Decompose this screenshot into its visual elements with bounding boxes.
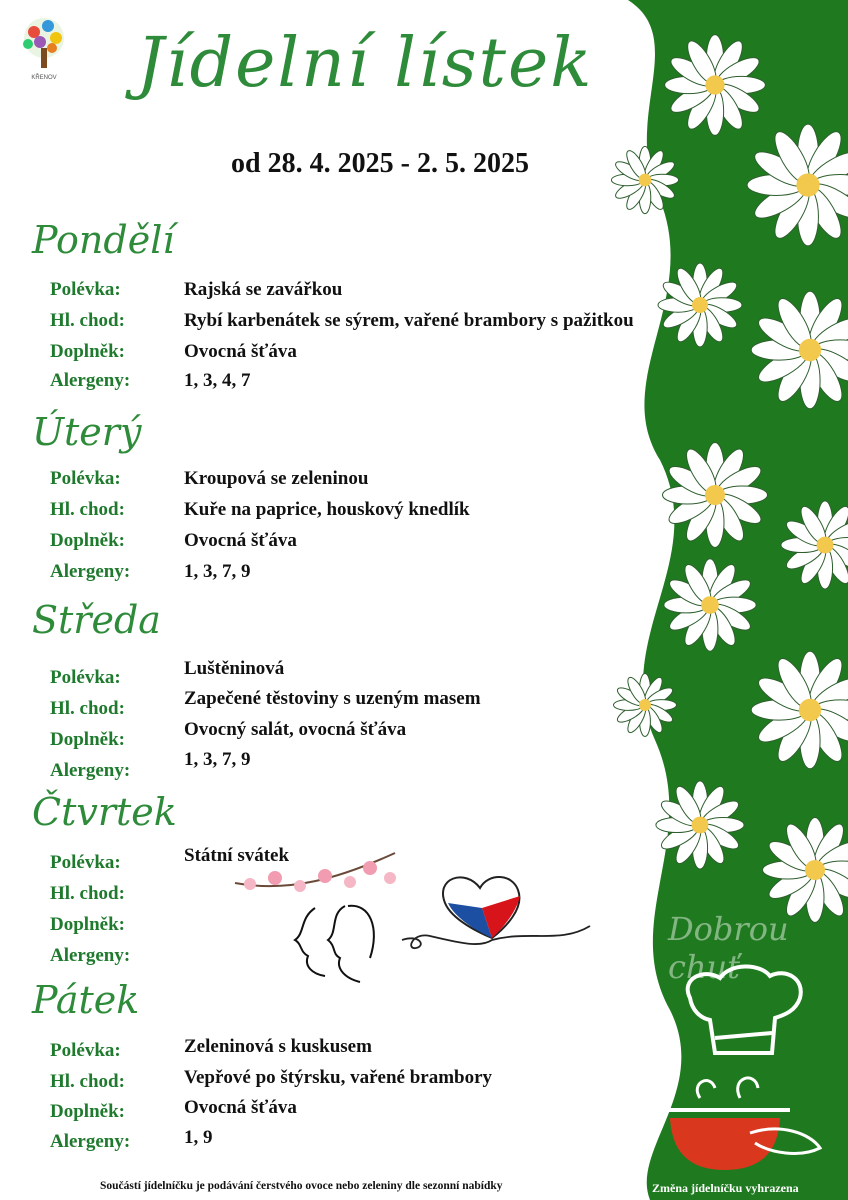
page-title: Jídelní lístek <box>136 24 594 103</box>
footer-disclaimer: Změna jídelníčku vyhrazena <box>652 1181 799 1195</box>
main-label: Hl. chod: <box>50 698 125 719</box>
allergens-label: Alergeny: <box>50 945 131 966</box>
extra-value: Ovocná šťáva <box>184 1097 297 1118</box>
allergens-label: Alergeny: <box>50 370 131 391</box>
day-heading: Úterý <box>32 410 142 454</box>
soup-label: Polévka: <box>50 852 121 873</box>
main-value: Zapečené těstoviny s uzeným masem <box>184 688 481 709</box>
soup-value: Rajská se zavářkou <box>184 279 343 300</box>
tree-logo-icon <box>14 14 74 74</box>
day-heading: Středa <box>32 598 161 642</box>
allergens-label: Alergeny: <box>50 1131 131 1152</box>
slogan: Dobrou chuť <box>668 910 789 986</box>
heart-flag-icon <box>402 877 590 948</box>
allergens-value: 1, 3, 7, 9 <box>184 749 251 770</box>
soup-label: Polévka: <box>50 468 121 489</box>
allergens-value: 1, 3, 7, 9 <box>184 561 251 582</box>
day-heading: Pátek <box>32 978 140 1022</box>
main-label: Hl. chod: <box>50 1071 125 1092</box>
main-label: Hl. chod: <box>50 310 125 331</box>
allergens-value: 1, 3, 4, 7 <box>184 370 251 391</box>
extra-label: Doplněk: <box>50 1101 125 1122</box>
allergens-value: 1, 9 <box>184 1127 213 1148</box>
footer-note: Součástí jídelníčku je podávání čerstvého ovoce nebo zeleniny dle sezonní nabídky <box>100 1180 503 1192</box>
holiday-illustration <box>230 848 610 988</box>
main-label: Hl. chod: <box>50 499 125 520</box>
soup-value: Zeleninová s kuskusem <box>184 1036 372 1057</box>
soup-label: Polévka: <box>50 1040 121 1061</box>
main-value: Vepřové po štýrsku, vařené brambory <box>184 1067 493 1088</box>
soup-value: Luštěninová <box>184 658 285 679</box>
allergens-label: Alergeny: <box>50 561 131 582</box>
faces-line-art-icon <box>295 906 374 982</box>
main-value: Rybí karbenátek se sýrem, vařené brambory s pažitkou <box>184 310 634 331</box>
date-range: od 28. 4. 2025 - 2. 5. 2025 <box>231 148 529 179</box>
extra-label: Doplněk: <box>50 914 125 935</box>
extra-value: Ovocný salát, ovocná šťáva <box>184 719 407 740</box>
extra-label: Doplněk: <box>50 729 125 750</box>
allergens-label: Alergeny: <box>50 760 131 781</box>
extra-value: Ovocná šťáva <box>184 530 297 551</box>
school-logo <box>14 14 74 92</box>
soup-label: Polévka: <box>50 279 121 300</box>
main-value: Kuře na paprice, houskový knedlík <box>184 499 470 520</box>
extra-value: Ovocná šťáva <box>184 341 297 362</box>
main-label: Hl. chod: <box>50 883 125 904</box>
extra-label: Doplněk: <box>50 530 125 551</box>
day-heading: Pondělí <box>32 218 175 262</box>
chef-illustration <box>660 958 840 1178</box>
pot-icon <box>660 1078 820 1170</box>
cherry-blossom-icon <box>235 853 396 892</box>
soup-value: Kroupová se zeleninou <box>184 468 369 489</box>
chef-hat-icon <box>688 966 801 1053</box>
soup-label: Polévka: <box>50 667 121 688</box>
extra-label: Doplněk: <box>50 341 125 362</box>
soup-value: Státní svátek <box>184 845 290 866</box>
day-heading: Čtvrtek <box>32 790 177 834</box>
logo-caption: KŘENOV <box>31 75 57 81</box>
